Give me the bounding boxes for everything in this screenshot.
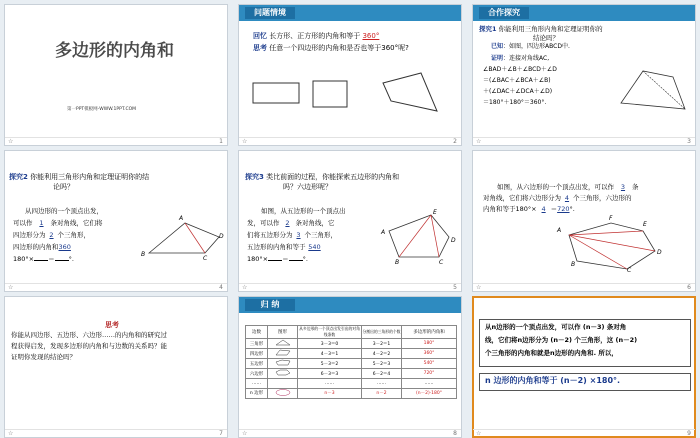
explore-line	[245, 173, 399, 182]
column-header: 分割出的三角形的个数	[362, 326, 402, 339]
paragraph-line: 线，它们将n边形分为 (n－2) 个三角形，这 (n－2)	[485, 336, 638, 344]
text: 条对角线，它们将	[50, 219, 103, 227]
pentagon-figure	[268, 359, 298, 369]
text: 180°×	[13, 255, 35, 263]
table-cell: n－3	[298, 388, 362, 398]
paragraph-line: 从四边形的一个顶点出发，	[25, 207, 103, 215]
table-row	[246, 349, 457, 359]
text: 内角和等于180°×	[483, 205, 537, 213]
recall-answer: 360°	[362, 32, 380, 40]
explore-text: 你能利用三角形内角和定理证明你的结	[30, 173, 150, 181]
slide-title: 多边形的内角和	[55, 41, 174, 61]
table-cell: 3－2＝1	[362, 339, 402, 349]
explore-text-2: 结论吗？	[533, 34, 559, 42]
column-header: 图形	[268, 326, 298, 339]
answer-blank: 1	[39, 219, 44, 227]
explore-key: 探究1	[479, 25, 497, 33]
vertex-label: B	[395, 259, 400, 266]
text: 四边形分为	[13, 231, 46, 239]
proof-step: ＝180°＋180°＝360°.	[483, 99, 547, 106]
text: 五边形的内角和等于	[247, 243, 306, 251]
vertex-label: F	[609, 215, 613, 222]
think-text: 任意一个四边形的内角和是否也等于360°呢?	[269, 44, 409, 52]
slide-caption: 第一PPT模板网-WWW.1PPT.COM	[67, 107, 137, 112]
polygon-figure	[268, 388, 298, 398]
proof-step: ＝(∠BAC＋∠BCA＋∠B)	[483, 77, 551, 84]
text: 可以作	[13, 219, 33, 227]
known-key: 已知	[491, 43, 504, 50]
text: 四边形的内角和	[13, 243, 59, 251]
column-header: 从多边形的一个顶点出发引出的对角线条数	[299, 326, 360, 337]
table-cell: 3－3＝0	[298, 339, 362, 349]
answer-blank: 4	[541, 205, 546, 213]
table-cell: 4－2＝2	[362, 349, 402, 359]
paragraph-line	[497, 183, 639, 191]
shapes-figure	[249, 65, 449, 125]
table-cell: 六边形	[246, 369, 268, 379]
explore-key: 探究3	[245, 173, 264, 181]
slide-thumbnail-1[interactable]	[4, 4, 228, 146]
slide-header: 归 纳	[245, 299, 295, 311]
pentagon-figure	[385, 209, 462, 263]
text: 180°×	[247, 255, 269, 263]
vertex-label: B	[571, 261, 576, 268]
recall-line	[253, 32, 379, 41]
column-header: 多边形的内角和	[402, 326, 457, 339]
paragraph-line	[247, 255, 308, 263]
slide-number: 7	[219, 430, 223, 437]
paragraph-line	[13, 219, 103, 227]
proof-step: ＋(∠DAC＋∠DCA＋∠D)	[483, 88, 553, 95]
paragraph-line	[247, 231, 337, 239]
proof-key: 证明	[491, 55, 504, 62]
text: °.	[302, 255, 308, 263]
slide-number: 1	[219, 138, 223, 145]
table-cell: 三角形	[246, 339, 268, 349]
explore-key: 探究2	[9, 173, 28, 181]
text: °.	[68, 255, 74, 263]
vertex-label: D	[657, 249, 662, 256]
vertex-label: A	[381, 229, 386, 236]
recall-text: 长方形、正方形的内角和等于	[269, 32, 361, 40]
answer-blank: 540	[308, 243, 321, 251]
text: ＝	[48, 255, 55, 263]
table-cell	[268, 379, 298, 389]
answer-blank: 2	[49, 231, 54, 239]
paragraph-line	[247, 243, 324, 251]
star-icon: ☆	[476, 430, 482, 437]
text: ＝	[282, 255, 289, 263]
slide-header: 问题情境	[245, 7, 295, 19]
paragraph-line: 证明你发现的结论吗？	[11, 353, 76, 361]
rectangle-shape	[253, 83, 299, 103]
answer-blank: 720	[557, 205, 570, 213]
table-row	[246, 379, 457, 389]
text: 个三角形，	[57, 231, 90, 239]
vertex-label: E	[643, 221, 647, 228]
star-icon: ☆	[242, 430, 248, 437]
table-cell: n 边形	[246, 388, 268, 398]
text: 发，可以作	[247, 219, 280, 227]
table-cell: ……	[298, 379, 362, 389]
vertex-label: D	[219, 233, 224, 240]
paragraph-line: 程获得启发，发现多边形的内角和与边数的关系吗？能	[11, 342, 167, 350]
paragraph-line: 你能从四边形、五边形、六边形……的内角和的研究过	[11, 331, 167, 339]
text: 条对角线，它	[295, 219, 335, 227]
table-cell: 180°	[402, 339, 457, 349]
think-line	[253, 44, 409, 53]
explore-line	[479, 25, 603, 33]
table-cell: ……	[362, 379, 402, 389]
text: 对角线，它们将六边形分为	[483, 194, 561, 202]
table-cell: 5－2＝3	[362, 359, 402, 369]
slide-number: 2	[453, 138, 457, 145]
proof-text: ：连接对角线AC,	[503, 55, 550, 62]
slide-thumbnail-7[interactable]	[4, 296, 228, 438]
answer-blank: 3	[296, 231, 301, 239]
star-icon: ☆	[8, 138, 14, 145]
table-cell: 4－3＝1	[298, 349, 362, 359]
table-row	[246, 369, 457, 379]
slide-number: 4	[219, 284, 223, 291]
table-cell: (n－2)·180°	[402, 388, 457, 398]
explore-text-2: 论吗？	[53, 183, 74, 191]
quadrilateral-figure	[145, 211, 228, 263]
text: ＝	[550, 205, 558, 213]
slide-thumbnail-6[interactable]	[472, 150, 696, 292]
text: 个三角形，六边形的	[573, 194, 632, 202]
table-header-row	[246, 326, 457, 339]
slide-thumbnail-4[interactable]	[4, 150, 228, 292]
hexagon-figure	[563, 217, 663, 275]
quadrilateral-figure	[613, 65, 693, 115]
vertex-label: C	[627, 267, 632, 274]
paragraph-line	[483, 205, 575, 213]
table-cell: 720°	[402, 369, 457, 379]
slide-number: 5	[453, 284, 457, 291]
summary-table	[245, 325, 457, 399]
slide-number: 6	[687, 284, 691, 291]
vertex-label: A	[179, 215, 184, 222]
quadrilateral-figure	[268, 349, 298, 359]
slide-title: 思考	[105, 321, 119, 329]
table-cell: 6－2＝4	[362, 369, 402, 379]
table-cell: 6－3＝3	[298, 369, 362, 379]
proof-step: ∠BAD＋∠B＋∠BCD＋∠D	[483, 66, 557, 73]
paragraph-line	[13, 231, 90, 239]
text: 个三角形，	[304, 231, 337, 239]
vertex-label: B	[141, 251, 146, 258]
known-text: ：如图，四边形ABCD中.	[503, 43, 570, 50]
table-cell: ……	[402, 379, 457, 389]
text: 条	[632, 183, 639, 191]
star-icon: ☆	[242, 138, 248, 145]
paragraph-line	[247, 219, 335, 227]
hexagon-figure	[268, 369, 298, 379]
paragraph-line: 从n边形的一个顶点出发，可以作 (n－3) 条对角	[485, 323, 627, 331]
slide-number: 9	[687, 430, 691, 437]
vertex-label: D	[451, 237, 456, 244]
table-row	[246, 388, 457, 398]
square-shape	[313, 81, 347, 107]
explore-text-2: 吗？六边形呢？	[283, 183, 332, 191]
text: °.	[569, 205, 575, 213]
table-cell: 540°	[402, 359, 457, 369]
explore-text: 你能利用三角形内角和定理证明你的	[498, 25, 603, 33]
vertex-label: C	[203, 255, 208, 262]
table-cell: ……	[246, 379, 268, 389]
column-header: 边数	[246, 326, 268, 339]
table-cell: 5－3＝2	[298, 359, 362, 369]
explore-text: 类比前面的过程，你能探索五边形的内角和	[266, 173, 400, 181]
paragraph-line	[483, 194, 632, 202]
slide-thumbnail-3[interactable]	[472, 4, 696, 146]
table-cell: 五边形	[246, 359, 268, 369]
star-icon: ☆	[242, 284, 248, 291]
known-line	[491, 43, 570, 51]
table-row	[246, 359, 457, 369]
answer-blank: 2	[285, 219, 290, 227]
slide-number: 3	[687, 138, 691, 145]
table-cell: n－2	[362, 388, 402, 398]
proof-line	[491, 55, 549, 63]
conclusion-text: n 边形的内角和等于 (n－2) ×180°.	[485, 376, 621, 385]
star-icon: ☆	[476, 138, 482, 145]
slide-thumbnail-9[interactable]	[472, 296, 696, 438]
triangle-figure	[268, 339, 298, 349]
star-icon: ☆	[8, 430, 14, 437]
paragraph-line: 个三角形的内角和就是n边形的内角和. 所以，	[485, 349, 618, 357]
text: 如图，从六边形的一个顶点出发，可以作	[497, 183, 614, 191]
text: 们将五边形分为	[247, 231, 293, 239]
table-cell: 四边形	[246, 349, 268, 359]
think-key: 思考	[253, 44, 267, 52]
answer-blank: 4	[564, 194, 570, 202]
quadrilateral-shape	[383, 73, 437, 111]
vertex-label: C	[439, 259, 444, 266]
explore-line	[9, 173, 149, 182]
star-icon: ☆	[476, 284, 482, 291]
slide-number: 8	[453, 430, 457, 437]
recall-key: 回忆	[253, 32, 267, 40]
answer-blank: 360	[58, 243, 71, 251]
paragraph-line	[13, 255, 74, 263]
answer-blank: 3	[620, 183, 626, 191]
vertex-label: A	[557, 227, 562, 234]
slide-thumbnail-5[interactable]	[238, 150, 462, 292]
slide-thumbnail-2[interactable]	[238, 4, 462, 146]
paragraph-line: 如图，从五边形的一个顶点出	[261, 207, 346, 215]
table-row	[246, 339, 457, 349]
slide-header: 合作探究	[479, 7, 529, 19]
table-cell: 360°	[402, 349, 457, 359]
slide-thumbnail-8[interactable]	[238, 296, 462, 438]
vertex-label: E	[433, 209, 437, 216]
paragraph-line	[13, 243, 71, 251]
star-icon: ☆	[8, 284, 14, 291]
